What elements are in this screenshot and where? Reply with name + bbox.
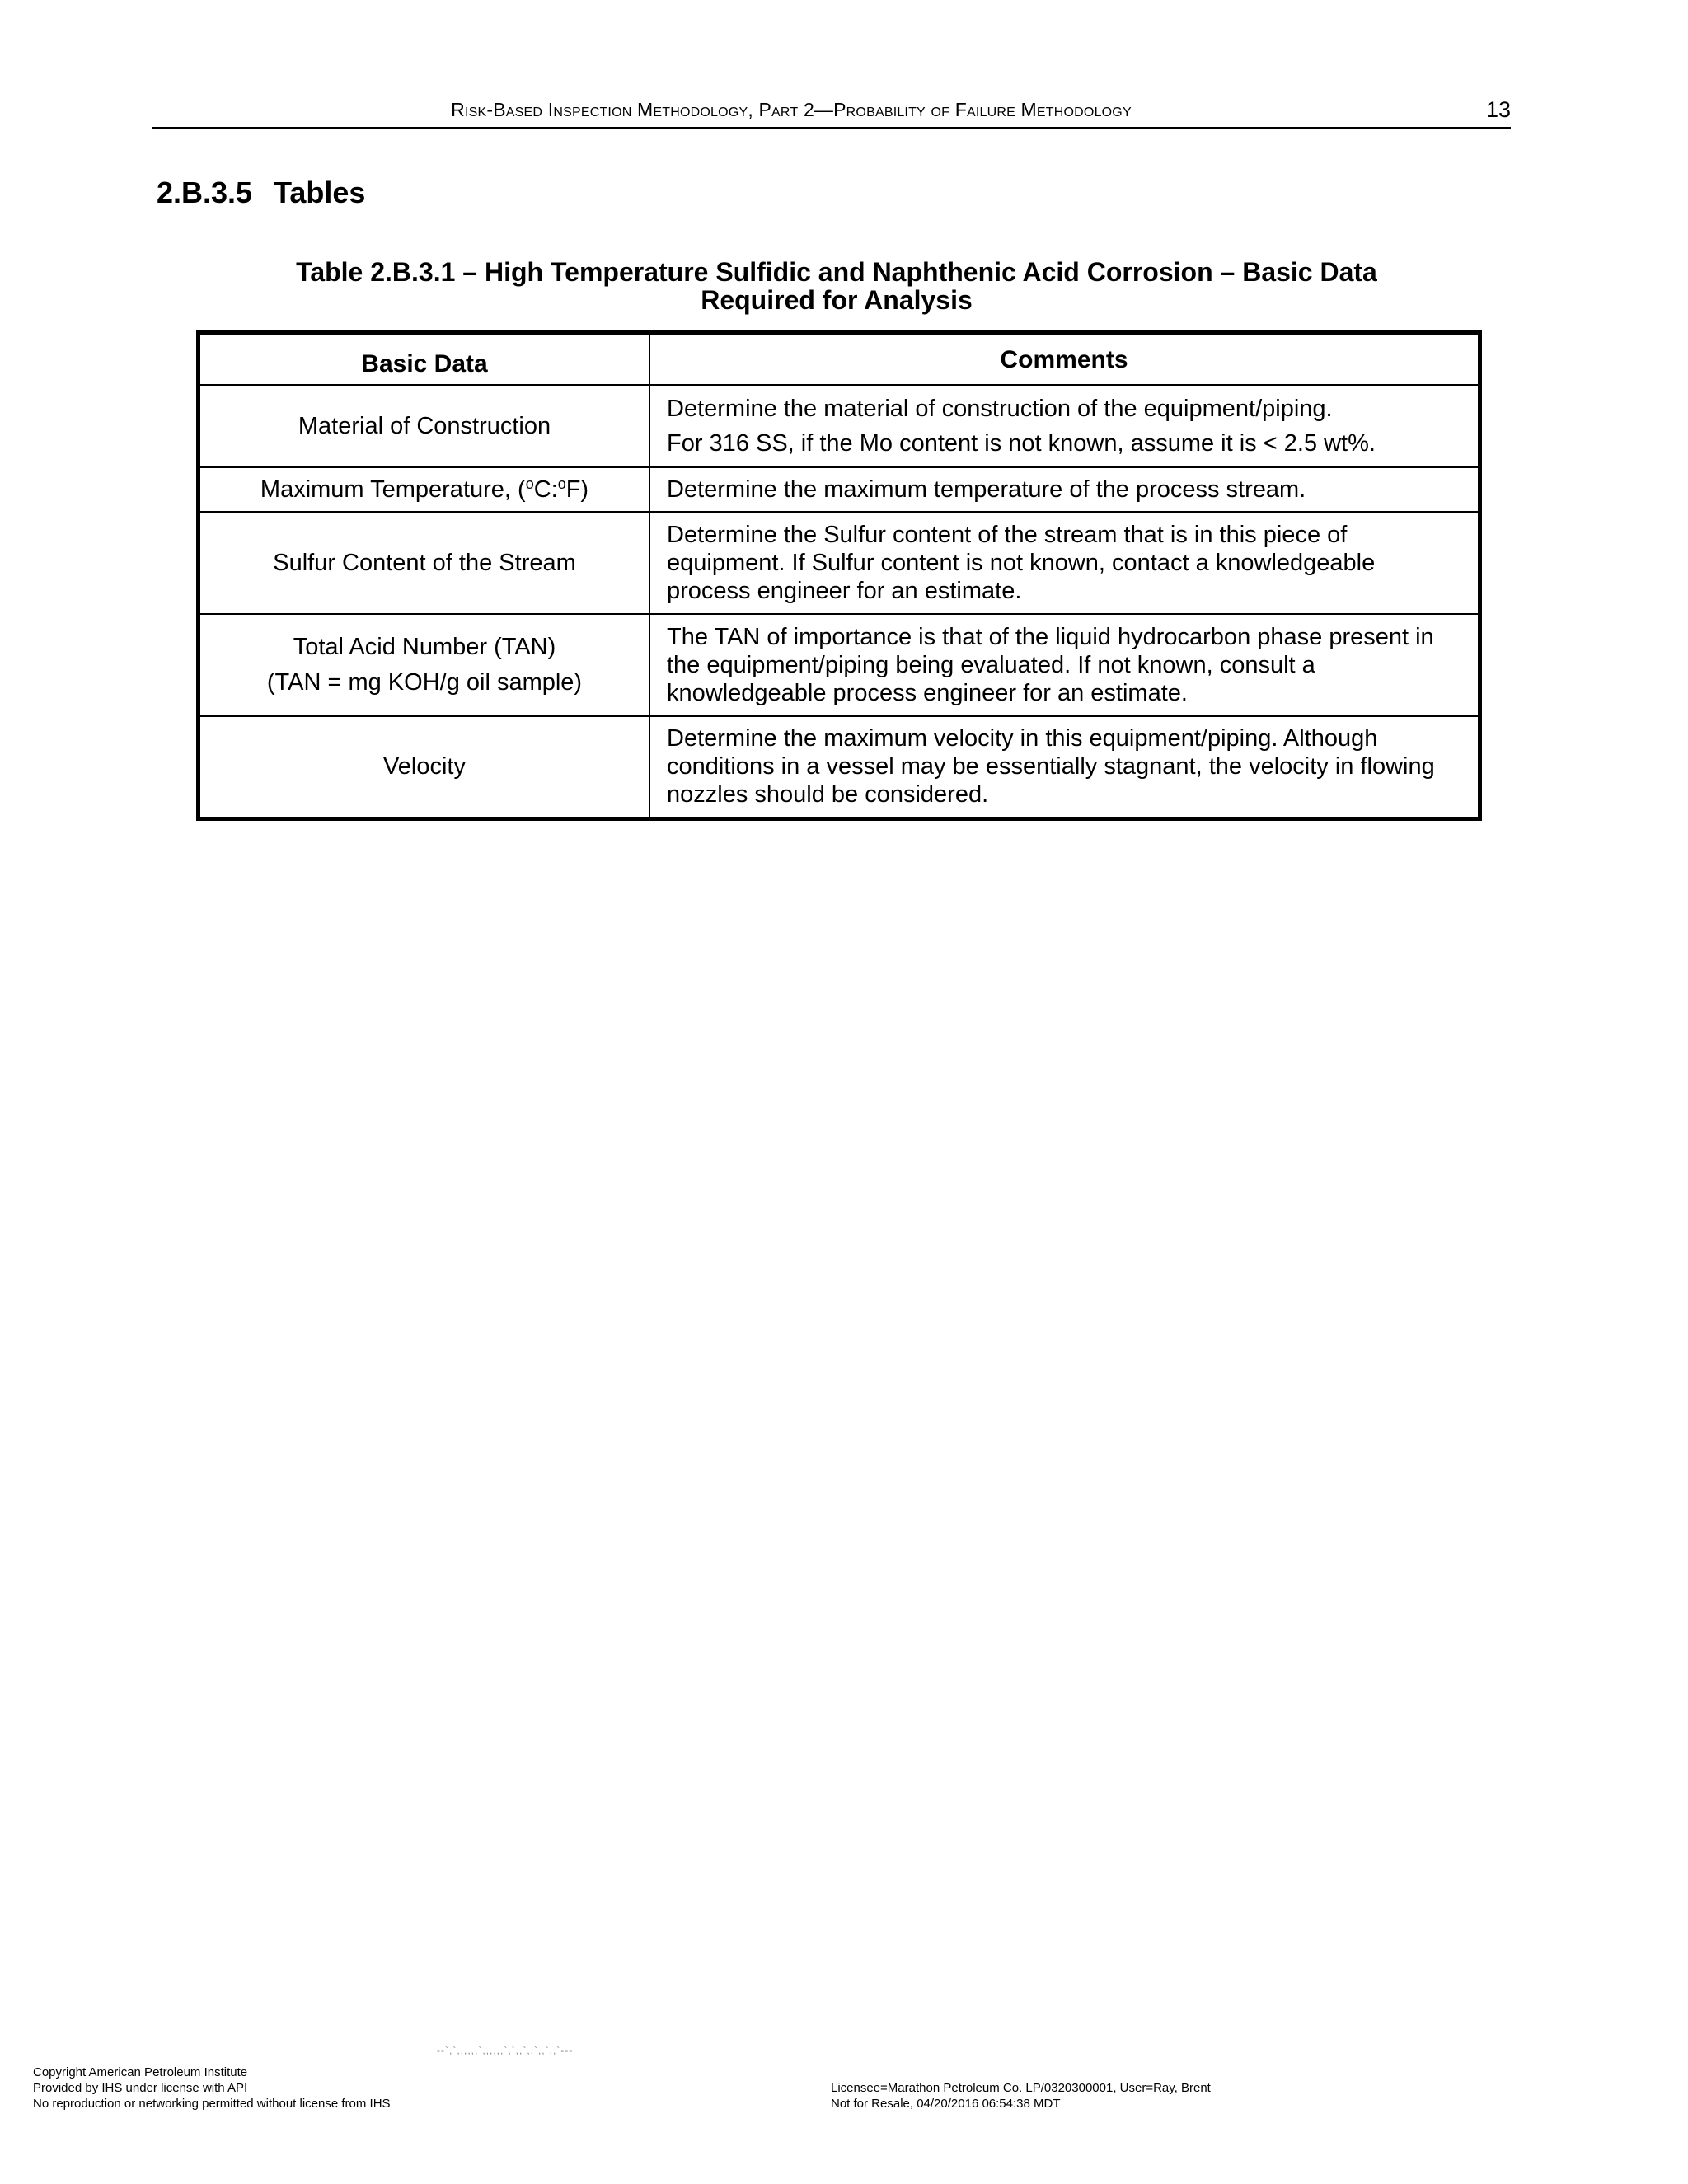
table-caption-line-1: Table 2.B.3.1 – High Temperature Sulfidic and Naphthenic Acid Corrosion – Basic Data [296, 257, 1377, 287]
basic-data-text: Total Acid Number (TAN) [293, 634, 556, 660]
footer-line: No reproduction or networking permitted without license from IHS [33, 2097, 391, 2111]
basic-data-cell [199, 614, 650, 716]
basic-data-table [196, 330, 1482, 821]
comment-text: Determine the Sulfur content of the stream that is in this piece of equipment. If Sulfur content is not known, contact a knowledgeable process engineer for an estimate. [667, 522, 1376, 604]
comments-cell [649, 385, 1480, 467]
table-caption-line-2: Required for Analysis [701, 285, 973, 315]
degree-symbol: o [525, 475, 534, 492]
basic-data-text: C: [533, 476, 558, 503]
column-header-basic-data: Basic Data [199, 333, 650, 386]
basic-data-text: Velocity [383, 752, 466, 780]
comments-cell [649, 467, 1480, 512]
basic-data-text: Maximum Temperature, ( [260, 476, 526, 503]
comments-cell [649, 512, 1480, 614]
degree-symbol: o [557, 475, 566, 492]
comments-cell [649, 614, 1480, 716]
comment-text: The TAN of importance is that of the liquid hydrocarbon phase present in the equipment/piping being evaluated. If not known, consult a knowledgeable process engineer for an estimate. [667, 624, 1434, 706]
column-header-comments: Comments [649, 333, 1480, 386]
footer-license [831, 2080, 1211, 2111]
comment-text: Determine the maximum velocity in this equipment/piping. Although conditions in a vessel may be essentially stagnant, the velocity in flowing nozzles should be considered. [667, 725, 1435, 808]
table-row [199, 614, 1480, 716]
page-header [152, 97, 1511, 129]
section-title: Tables [274, 176, 366, 209]
page-number: 13 [1485, 97, 1511, 122]
footer-line: Not for Resale, 04/20/2016 06:54:38 MDT [831, 2097, 1061, 2111]
table-row [199, 512, 1480, 614]
basic-data-cell [199, 467, 650, 512]
basic-data-cell [199, 716, 650, 818]
comment-text: For 316 SS, if the Mo content is not known, assume it is < 2.5 wt%. [667, 430, 1376, 457]
table-row [199, 716, 1480, 818]
comments-cell [649, 716, 1480, 818]
running-title: Risk-Based Inspection Methodology, Part 2—Probability of Failure Methodology [451, 99, 1132, 120]
scan-artifact: --`,`,,,,,,`,,,,,,`,`,,`,,`,,`,,`--- [437, 2045, 574, 2056]
comment-text: Determine the material of construction of the equipment/piping. [667, 396, 1333, 422]
footer-line: Licensee=Marathon Petroleum Co. LP/0320300001, User=Ray, Brent [831, 2081, 1211, 2095]
comment-text: Determine the maximum temperature of the process stream. [667, 476, 1306, 503]
basic-data-text: F) [565, 476, 589, 503]
table-row [199, 467, 1480, 512]
table-caption [198, 258, 1475, 314]
section-number: 2.B.3.5 [157, 176, 253, 209]
basic-data-text: (TAN = mg KOH/g oil sample) [266, 669, 583, 696]
basic-data-text: Material of Construction [298, 412, 551, 439]
table-row [199, 385, 1480, 467]
basic-data-cell [199, 385, 650, 467]
table-header-row [199, 333, 1480, 386]
footer-line: Provided by IHS under license with API [33, 2081, 248, 2095]
section-heading [157, 176, 365, 210]
basic-data-text: Sulfur Content of the Stream [273, 549, 576, 576]
basic-data-cell [199, 512, 650, 614]
footer-line: Copyright American Petroleum Institute [33, 2065, 248, 2079]
footer-copyright [33, 2064, 391, 2111]
